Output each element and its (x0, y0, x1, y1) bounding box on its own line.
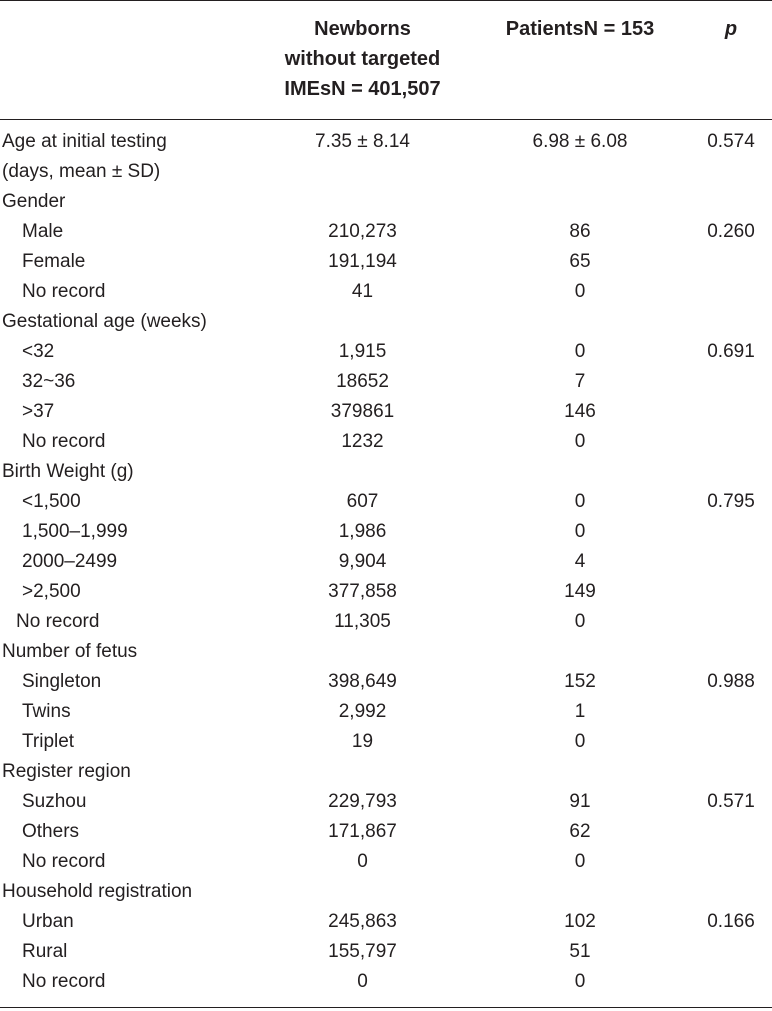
cell-newborns: 229,793 (328, 791, 397, 812)
row-label: 32~36 (22, 371, 76, 392)
section-label: Gestational age (weeks) (2, 311, 207, 332)
cell-newborns: 41 (351, 281, 374, 302)
table-row (0, 727, 772, 757)
row-label (2, 127, 252, 187)
header-newborns-line-1: Newborns (314, 18, 411, 40)
row-label: Male (22, 221, 64, 242)
row-label: No record (22, 281, 106, 302)
row-label: No record (22, 851, 106, 872)
row-label: Urban (22, 911, 74, 932)
cell-newborns: 191,194 (328, 251, 397, 272)
cell-newborns: 171,867 (328, 821, 397, 842)
cell-patients: 91 (569, 791, 591, 812)
cell-newborns: 0 (357, 851, 368, 872)
cell-newborns: 245,863 (328, 911, 397, 932)
cell-newborns: 607 (346, 491, 379, 512)
row-label: No record (22, 431, 106, 452)
cell-newborns: 1,986 (338, 521, 387, 542)
table-row (0, 277, 772, 307)
header-newborns-line-2: without targeted (284, 48, 441, 70)
table-row (0, 847, 772, 877)
cell-newborns: 9,904 (338, 551, 387, 572)
header-patients: PatientsN = 153 (505, 18, 655, 40)
table-row (0, 907, 772, 937)
cell-newborns: 377,858 (328, 581, 397, 602)
header-newborns-line-3: IMEsN = 401,507 (284, 78, 441, 100)
cell-newborns: 155,797 (328, 941, 397, 962)
cell-patients: 1 (574, 701, 586, 722)
section-label: Household registration (2, 881, 193, 902)
table-row (0, 667, 772, 697)
cell-patients: 0 (574, 521, 586, 542)
table-row (0, 937, 772, 967)
cell-patients: 7 (574, 371, 586, 392)
header-rule (0, 119, 772, 120)
table-row (0, 187, 772, 217)
cell-newborns: 1,915 (338, 341, 387, 362)
table-row (0, 967, 772, 997)
cell-patients: 51 (569, 941, 591, 962)
table-row (0, 217, 772, 247)
row-label-line-2: (days, mean ± SD) (2, 161, 161, 182)
table-row (0, 367, 772, 397)
table-row (0, 607, 772, 637)
row-label: <32 (22, 341, 55, 362)
table-row (0, 487, 772, 517)
table-body (0, 127, 772, 997)
cell-patients: 0 (574, 431, 586, 452)
bottom-rule (0, 1007, 772, 1008)
table-row (0, 247, 772, 277)
cell-newborns: 19 (351, 731, 374, 752)
row-label: Twins (22, 701, 71, 722)
cell-patients: 0 (574, 971, 586, 992)
cell-newborns: 0 (357, 971, 368, 992)
cell-patients: 102 (564, 911, 596, 932)
row-label: Singleton (22, 671, 102, 692)
row-label: Triplet (22, 731, 75, 752)
row-label: No record (16, 611, 100, 632)
cell-p-value: 0.166 (707, 911, 755, 932)
cell-patients: 62 (569, 821, 591, 842)
row-label: >37 (22, 401, 55, 422)
cell-p-value: 0.571 (707, 791, 755, 812)
section-label: Number of fetus (2, 641, 138, 662)
cell-newborns: 7.35 ± 8.14 (315, 131, 410, 152)
table-row (0, 547, 772, 577)
row-label: <1,500 (22, 491, 81, 512)
cell-p-value: 0.795 (707, 491, 755, 512)
cell-patients: 0 (574, 281, 586, 302)
header-p-value: p (724, 18, 738, 40)
cell-newborns: 2,992 (338, 701, 387, 722)
row-label: 1,500–1,999 (22, 521, 128, 542)
cell-patients: 0 (574, 341, 586, 362)
cell-patients: 152 (564, 671, 596, 692)
table-row (0, 817, 772, 847)
section-label: Birth Weight (g) (2, 461, 134, 482)
top-rule (0, 0, 772, 1)
cell-p-value: 0.574 (707, 131, 755, 152)
cell-p-value: 0.260 (707, 221, 755, 242)
row-label: No record (22, 971, 106, 992)
table-row (0, 517, 772, 547)
cell-patients: 6.98 ± 6.08 (532, 131, 628, 152)
cell-patients: 0 (574, 491, 586, 512)
row-label: >2,500 (22, 581, 81, 602)
table-row (0, 337, 772, 367)
cell-newborns: 1232 (341, 431, 384, 452)
cell-newborns: 379861 (330, 401, 395, 422)
cell-patients: 146 (564, 401, 596, 422)
cell-p-value: 0.988 (707, 671, 755, 692)
cell-patients: 86 (569, 221, 591, 242)
cell-newborns: 398,649 (328, 671, 397, 692)
cell-patients: 4 (574, 551, 586, 572)
table-row (0, 877, 772, 907)
cell-patients: 0 (574, 611, 586, 632)
table-row (0, 787, 772, 817)
cell-newborns: 210,273 (328, 221, 397, 242)
cell-patients: 0 (574, 731, 586, 752)
table-row (0, 397, 772, 427)
table-row (0, 127, 772, 187)
row-label: Female (22, 251, 86, 272)
section-label: Gender (2, 191, 66, 212)
table-row (0, 307, 772, 337)
cell-newborns: 18652 (336, 371, 389, 392)
cell-patients: 149 (564, 581, 596, 602)
table-row (0, 637, 772, 667)
table-row (0, 427, 772, 457)
cell-patients: 0 (574, 851, 586, 872)
table-row (0, 757, 772, 787)
row-label: 2000–2499 (22, 551, 118, 572)
section-label: Register region (2, 761, 131, 782)
table-row (0, 577, 772, 607)
row-label: Suzhou (22, 791, 87, 812)
cell-newborns: 11,305 (334, 611, 391, 632)
header-newborns (255, 14, 470, 104)
cell-patients: 65 (569, 251, 591, 272)
table-row (0, 457, 772, 487)
table-row (0, 697, 772, 727)
row-label: Others (22, 821, 80, 842)
row-label-line-1: Age at initial testing (2, 131, 167, 152)
row-label: Rural (22, 941, 68, 962)
cell-p-value: 0.691 (707, 341, 755, 362)
